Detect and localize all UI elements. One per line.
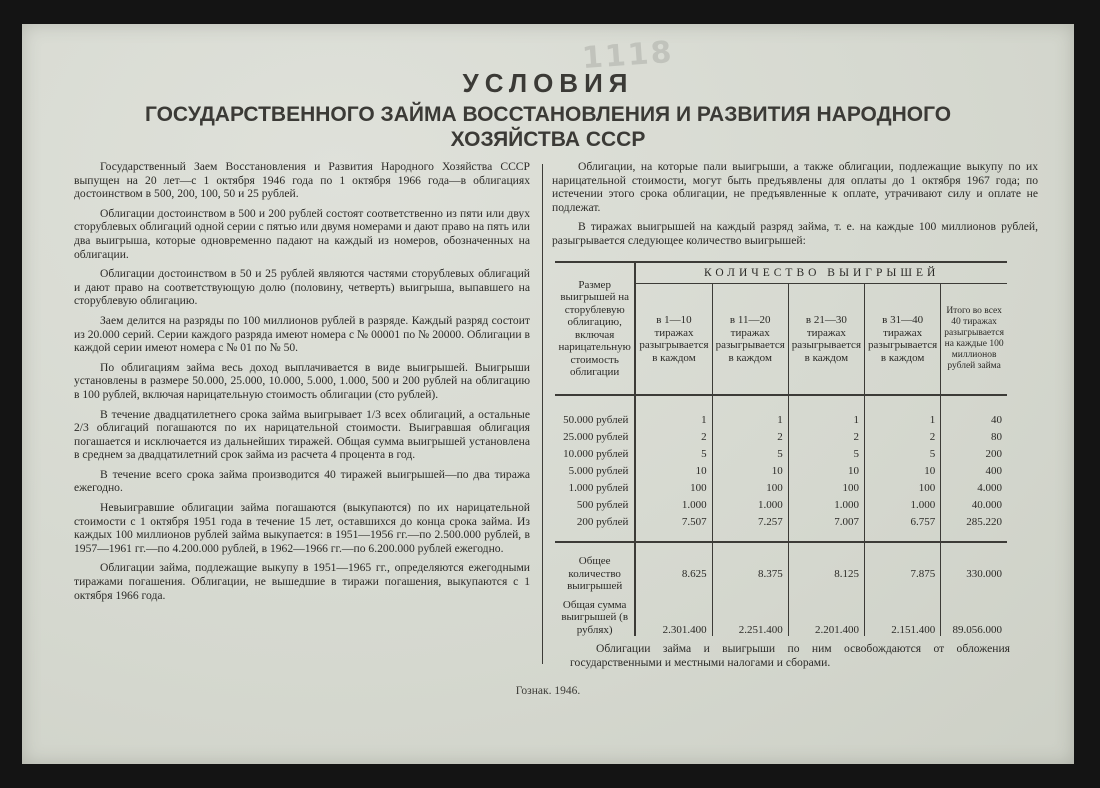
table-cell: 1	[788, 395, 864, 429]
table-cell: 100	[712, 480, 788, 497]
row-label: 200 рублей	[555, 514, 635, 542]
left-paragraph: Облигации достоинством в 500 и 200 рублей состоят соответственно из пяти или двух сторублевых облигаций одной серии с пятью или двумя номерами и дают право на пять или два выигрыша, которые одновременно падают на каждый из номеров, обозначенных на облигации.	[74, 206, 530, 261]
summary-row-sum	[555, 599, 1007, 637]
prize-table	[555, 261, 1007, 636]
row-label: 10.000 рублей	[555, 446, 635, 463]
table-cell: 5	[865, 446, 941, 463]
table-cell: 1.000	[865, 497, 941, 514]
table-cell: 1	[635, 395, 712, 429]
table-cell: 1.000	[635, 497, 712, 514]
row-label: 500 рублей	[555, 497, 635, 514]
left-paragraph: По облигациям займа весь доход выплачивается в виде выигрышей. Выигрыши установлены в размере 50.000, 25.000, 10.000, 5.000, 1.000, 500 и 200 рублей на облигацию в 100 рублей, включая нарицательную стоимость облигации (сто рублей).	[74, 360, 530, 401]
row-header: Размер выигрышей на сторублевую облигацию, включая нарицательную стоимость облигации	[555, 262, 635, 395]
column-header: в 11—20 тиражах разыгрывается в каждом	[712, 284, 788, 396]
table-cell: 285.220	[941, 514, 1007, 542]
table-cell: 1	[865, 395, 941, 429]
table-cell: 200	[941, 446, 1007, 463]
table-cell: 10	[788, 463, 864, 480]
document-title: УСЛОВИЯ	[462, 68, 634, 98]
table-cell: 80	[941, 429, 1007, 446]
table-cell: 7.875	[865, 542, 941, 599]
left-paragraph: В течение двадцатилетнего срока займа выигрывает 1/3 всех облигаций, а остальные 2/3 облигаций погашаются по их нарицательной стоимости. Выигравшая облигация погашается и исключается из дальнейших тиражей. Общая сумма выигрышей установлена в среднем за двадцатилетний срок займа из расчета 4 процента в год.	[74, 407, 530, 462]
table-row	[555, 480, 1007, 497]
table-cell: 2.201.400	[788, 599, 864, 637]
table-cell: 1	[712, 395, 788, 429]
table-cell: 5	[635, 446, 712, 463]
right-paragraph: В тиражах выигрышей на каждый разряд займа, т. е. на каждые 100 миллионов рублей, разыгрывается следующее количество выигрышей:	[552, 220, 1038, 247]
table-cell: 7.257	[712, 514, 788, 542]
row-label: 1.000 рублей	[555, 480, 635, 497]
column-header-total: Итого во всех 40 тиражах разыгрывается на каждые 100 миллионов рублей займа	[941, 284, 1007, 396]
table-cell: 10	[865, 463, 941, 480]
table-cell: 2.251.400	[712, 599, 788, 637]
bond-reverse-sheet	[22, 24, 1074, 764]
table-cell: 100	[865, 480, 941, 497]
right-column	[552, 160, 1038, 254]
tax-exemption-note: Облигации займа и выигрыши по ним освобождаются от обложения государственными и местными налогами и сборами.	[570, 642, 1010, 669]
subtitle-line-1: ГОСУДАРСТВЕННОГО ЗАЙМА ВОССТАНОВЛЕНИЯ И РАЗВИТИЯ НАРОДНОГО	[144, 103, 952, 126]
table-cell: 2	[788, 429, 864, 446]
column-header: в 21—30 тиражах разыгрывается в каждом	[788, 284, 864, 396]
table-cell: 7.007	[788, 514, 864, 542]
summary-label: Общая сумма выигрышей (в рублях)	[555, 599, 635, 637]
row-label: 25.000 рублей	[555, 429, 635, 446]
table-cell: 10	[712, 463, 788, 480]
table-cell: 100	[788, 480, 864, 497]
table-cell: 2	[865, 429, 941, 446]
subtitle-line-2: ХОЗЯЙСТВА СССР	[450, 128, 646, 151]
table-cell: 6.757	[865, 514, 941, 542]
table-cell: 330.000	[941, 542, 1007, 599]
table-cell: 8.625	[635, 542, 712, 599]
left-paragraph: В течение всего срока займа производится 40 тиражей выигрышей—по два тиража ежегодно.	[74, 467, 530, 495]
table-row	[555, 395, 1007, 429]
table-row	[555, 429, 1007, 446]
left-paragraph: Заем делится на разряды по 100 миллионов рублей в разряде. Каждый разряд состоит из 20.000 серий. Серии каждого разряда имеют номера с № 00001 по № 20000. Облигации в каждой серии имеют номера с № 01 по № 50.	[74, 313, 530, 355]
right-paragraph: Облигации, на которые пали выигрыши, а также облигации, подлежащие выкупу по их нарицательной стоимости, могут быть предъявлены для оплаты до 1 октября 1967 года; по истечении этого срока облигации, не предъявленные к оплате, утрачивают силу и оплате не подлежат.	[552, 160, 1038, 214]
column-header: в 31—40 тиражах разыгрывается в каждом	[865, 284, 941, 396]
left-paragraph: Невыигравшие облигации займа погашаются (выкупаются) по их нарицательной стоимости с 1 октября 1951 года в течение 15 лет, оставшихся до конца срока займа. Из каждых 100 миллионов рублей займа выкупается: в 1951—1956 гг.—по 2.500.000 рублей, в 1957—1961 гг.—по 4.200.000 рублей, в 1962—1966 гг.—по 6.200.000 рублей ежегодно.	[74, 501, 530, 555]
table-cell: 10	[635, 463, 712, 480]
table-cell: 100	[635, 480, 712, 497]
table-cell: 2.151.400	[865, 599, 941, 637]
column-divider	[542, 164, 543, 664]
table-header-row	[555, 262, 1007, 284]
table-cell: 8.375	[712, 542, 788, 599]
table-cell: 400	[941, 463, 1007, 480]
summary-row-count	[555, 542, 1007, 599]
table-cell: 5	[712, 446, 788, 463]
printer-imprint: Гознак. 1946.	[515, 685, 581, 697]
table-row	[555, 463, 1007, 480]
table-cell: 40.000	[941, 497, 1007, 514]
table-cell: 2.301.400	[635, 599, 712, 637]
pencil-mark: 1118	[580, 34, 675, 77]
table-cell: 4.000	[941, 480, 1007, 497]
summary-label: Общее количество выигрышей	[555, 542, 635, 599]
table-cell: 2	[712, 429, 788, 446]
row-label: 5.000 рублей	[555, 463, 635, 480]
table-row	[555, 514, 1007, 542]
group-header: КОЛИЧЕСТВО ВЫИГРЫШЕЙ	[635, 262, 1007, 284]
document-subtitle	[22, 102, 1074, 152]
column-header: в 1—10 тиражах разыгрывается в каждом	[635, 284, 712, 396]
left-column	[74, 160, 530, 608]
table-cell: 8.125	[788, 542, 864, 599]
table-cell: 40	[941, 395, 1007, 429]
left-paragraph: Облигации займа, подлежащие выкупу в 1951—1965 гг., определяются ежегодными тиражами погашения. Облигации, не вышедшие в тиражи погашения, выкупаются с 1 октября 1966 года.	[74, 561, 530, 602]
table-cell: 5	[788, 446, 864, 463]
table-cell: 1.000	[712, 497, 788, 514]
table-cell: 89.056.000	[941, 599, 1007, 637]
table-row	[555, 446, 1007, 463]
table-cell: 2	[635, 429, 712, 446]
table-cell: 1.000	[788, 497, 864, 514]
row-label: 50.000 рублей	[555, 395, 635, 429]
table-cell: 7.507	[635, 514, 712, 542]
left-paragraph: Государственный Заем Восстановления и Развития Народного Хозяйства СССР выпущен на 20 лет—с 1 октября 1946 года по 1 октября 1966 года—в облигациях достоинством в 500, 200, 100, 50 и 25 рублей.	[74, 160, 530, 201]
left-paragraph: Облигации достоинством в 50 и 25 рублей являются частями сторублевых облигаций и дают право на соответствующую долю (половину, четверть) выигрыша, выпавшего на сторублевую облигацию.	[74, 267, 530, 308]
table-row	[555, 497, 1007, 514]
